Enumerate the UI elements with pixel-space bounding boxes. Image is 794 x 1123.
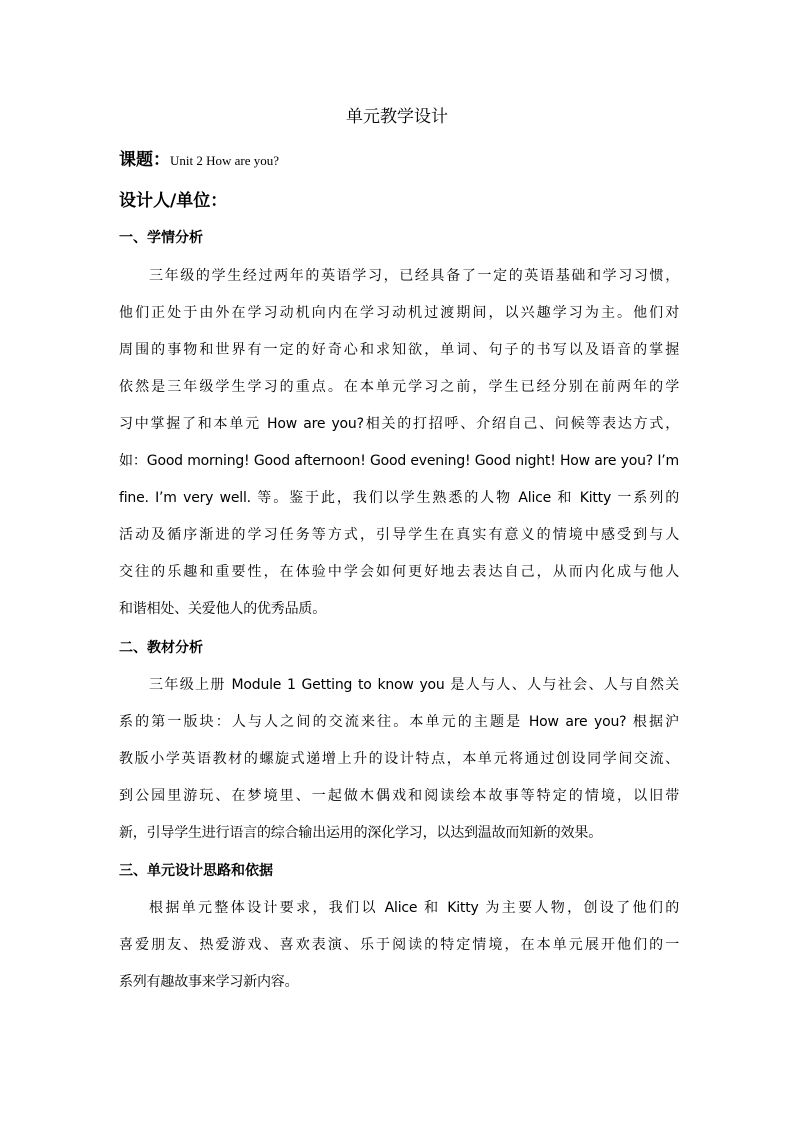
paragraph-line: 如：Good morning! Good afternoon! Good evening! Good night! How are you? I’m bbox=[119, 453, 679, 469]
topic-field bbox=[119, 148, 279, 173]
section-heading-student-analysis: 一、学情分析 bbox=[119, 230, 203, 246]
paragraph-student-analysis bbox=[119, 258, 679, 628]
designer-label: 设计人/单位： bbox=[119, 191, 228, 211]
paragraph-line: 三年级上册 Module 1 Getting to know you 是人与人、人与社会、人与自然关 bbox=[149, 677, 679, 693]
paragraph-line: 系列有趣故事来学习新内容。 bbox=[119, 974, 299, 990]
paragraph-line: 他们正处于由外在学习动机向内在学习动机过渡期间，以兴趣学习为主。他们对 bbox=[119, 305, 679, 321]
paragraph-line: 根据单元整体设计要求，我们以 Alice 和 Kitty 为主要人物，创设了他们的 bbox=[149, 900, 679, 916]
section-heading-textbook-analysis: 二、教材分析 bbox=[119, 640, 203, 656]
paragraph-line: 新，引导学生进行语言的综合输出运用的深化学习，以达到温故而知新的效果。 bbox=[119, 825, 602, 841]
document-title: 单元教学设计 bbox=[346, 107, 448, 127]
paragraph-line: 交往的乐趣和重要性，在体验中学会如何更好地去表达自己，从而内化成与他人 bbox=[119, 564, 679, 580]
paragraph-line: 周围的事物和世界有一定的好奇心和求知欲，单词、句子的书写以及语音的掌握 bbox=[119, 342, 679, 358]
topic-value: Unit 2 How are you? bbox=[170, 153, 280, 168]
paragraph-line: 喜爱朋友、热爱游戏、喜欢表演、乐于阅读的特定情境，在本单元展开他们的一 bbox=[119, 937, 679, 953]
paragraph-line: 和谐相处、关爱他人的优秀品质。 bbox=[119, 601, 326, 617]
paragraph-line: 到公园里游玩、在梦境里、一起做木偶戏和阅读绘本故事等特定的情境，以旧带 bbox=[119, 788, 679, 804]
paragraph-line: 三年级的学生经过两年的英语学习，已经具备了一定的英语基础和学习习惯， bbox=[149, 268, 679, 284]
paragraph-line: 习中掌握了和本单元 How are you?相关的打招呼、介绍自己、问候等表达方式， bbox=[119, 416, 679, 432]
designer-field bbox=[119, 189, 227, 213]
topic-label: 课题： bbox=[119, 150, 170, 170]
paragraph-design-rationale bbox=[119, 890, 679, 1001]
paragraph-line: 活动及循序渐进的学习任务等方式，引导学生在真实有意义的情境中感受到与人 bbox=[119, 527, 679, 543]
paragraph-line: 依然是三年级学生学习的重点。在本单元学习之前，学生已经分别在前两年的学 bbox=[119, 379, 679, 395]
section-heading-design-rationale: 三、单元设计思路和依据 bbox=[119, 863, 273, 879]
paragraph-textbook-analysis bbox=[119, 667, 679, 852]
paragraph-line: 系的第一版块：人与人之间的交流来往。本单元的主题是 How are you? 根据沪 bbox=[119, 714, 679, 730]
paragraph-line: fine. I’m very well. 等。鉴于此，我们以学生熟悉的人物 Alice 和 Kitty 一系列的 bbox=[119, 490, 679, 506]
paragraph-line: 教版小学英语教材的螺旋式递增上升的设计特点，本单元将通过创设同学间交流、 bbox=[119, 751, 679, 767]
